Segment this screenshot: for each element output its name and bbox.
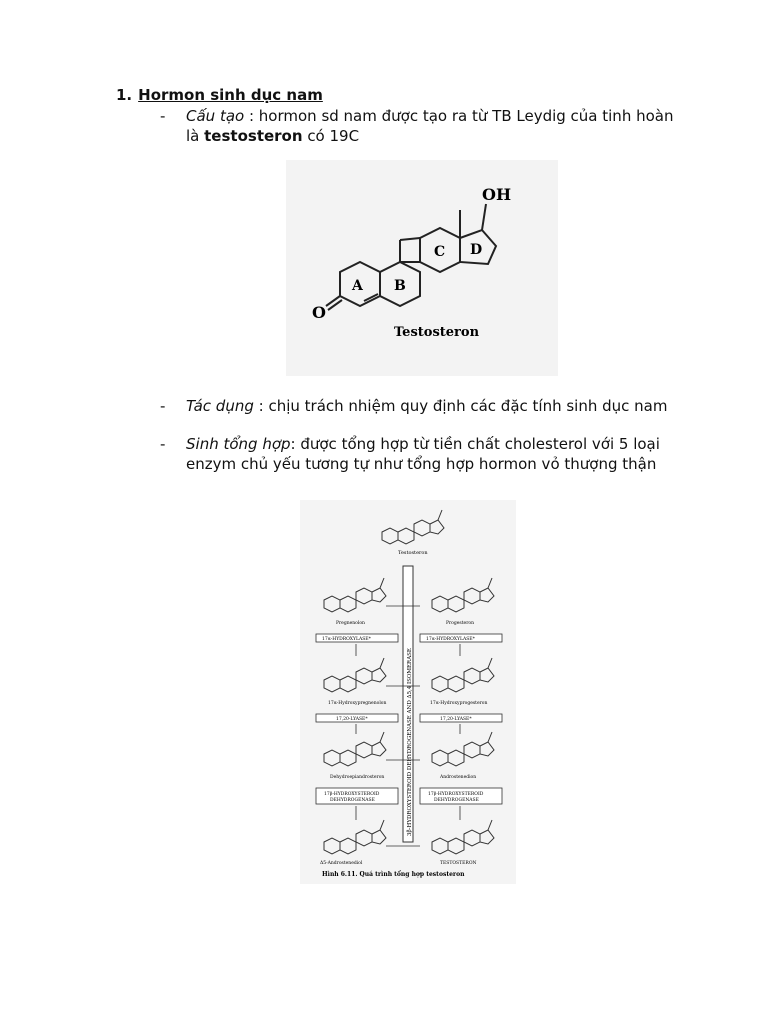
left-e3b: DEHYDROGENASE bbox=[330, 798, 375, 803]
figure1-caption: Testosteron bbox=[394, 325, 480, 340]
left-s4: Δ5-Androstenediol bbox=[320, 861, 363, 866]
heading-title: Hormon sinh dục nam bbox=[138, 86, 323, 104]
bullet-synthesis bbox=[160, 434, 680, 474]
left-e1: 17α-HYDROXYLASE* bbox=[322, 637, 371, 642]
right-s3: Androstenedion bbox=[440, 775, 477, 780]
bullet-effect bbox=[160, 396, 680, 416]
effect-text: : chịu trách nhiệm quy định các đặc tính sinh dục nam bbox=[253, 397, 668, 415]
right-s4: TESTOSTERON bbox=[440, 861, 477, 866]
bullet-dash: - bbox=[160, 107, 166, 125]
o-label: O bbox=[312, 303, 326, 322]
heading-number: 1. bbox=[116, 86, 133, 104]
bullet-text bbox=[186, 396, 680, 416]
right-e2: 17,20-LYASE* bbox=[440, 717, 472, 722]
structure-text-a: : hormon sd nam được tạo ra từ TB Leydig của tinh hoàn là bbox=[186, 107, 674, 145]
figure2-caption: Hình 6.11. Quá trình tổng hợp testosteron bbox=[322, 871, 465, 878]
bullet-dash: - bbox=[160, 397, 166, 415]
section-heading bbox=[116, 86, 323, 104]
term-testosteron: testosteron bbox=[204, 127, 303, 145]
testosterone-synthesis-figure bbox=[300, 500, 516, 884]
left-s1: Pregnenolon bbox=[336, 621, 365, 626]
bullet-structure bbox=[160, 106, 680, 146]
term-effect: Tác dụng bbox=[186, 397, 254, 415]
vertical-enzyme-label: 3β-HYDROXYSTEROID DEHYDROGENASE AND Δ5,4 ISOMERASE bbox=[407, 648, 413, 836]
ring-b-label: B bbox=[394, 278, 406, 294]
bullet-text bbox=[186, 106, 680, 146]
structure-text-b: có 19C bbox=[302, 127, 360, 145]
figure-background bbox=[286, 160, 558, 376]
bullet-text bbox=[186, 434, 680, 474]
term-structure: Cấu tạo bbox=[186, 107, 245, 125]
ring-d-label: D bbox=[470, 242, 483, 258]
oh-label: OH bbox=[482, 185, 512, 204]
right-e3b: DEHYDROGENASE bbox=[434, 798, 479, 803]
synthesis-text: : được tổng hợp từ tiền chất cholesterol với 5 loại enzym chủ yếu tương tự như tổng hợp hormon vỏ thượng thận bbox=[186, 435, 660, 473]
right-e1: 17α-HYDROXYLASE* bbox=[426, 637, 475, 642]
testosterone-structure-figure bbox=[286, 160, 558, 376]
bullet-dash: - bbox=[160, 435, 166, 453]
term-synthesis: Sinh tổng hợp bbox=[186, 435, 291, 453]
top-label: Testosteron bbox=[398, 550, 428, 556]
left-s3: Dehydroepiandrosteron bbox=[330, 775, 385, 780]
right-s2: 17α-Hydroxyprogesteron bbox=[430, 701, 488, 706]
left-e2: 17,20-LYASE* bbox=[336, 717, 368, 722]
right-s1: Progesteron bbox=[446, 621, 474, 626]
ring-c-label: C bbox=[434, 244, 446, 260]
ring-a-label: A bbox=[352, 278, 363, 294]
left-e3a: 17β-HYDROXYSTEROID bbox=[324, 792, 380, 797]
right-e3a: 17β-HYDROXYSTEROID bbox=[428, 792, 484, 797]
left-s2: 17α-Hydroxypregnenolon bbox=[328, 701, 387, 706]
